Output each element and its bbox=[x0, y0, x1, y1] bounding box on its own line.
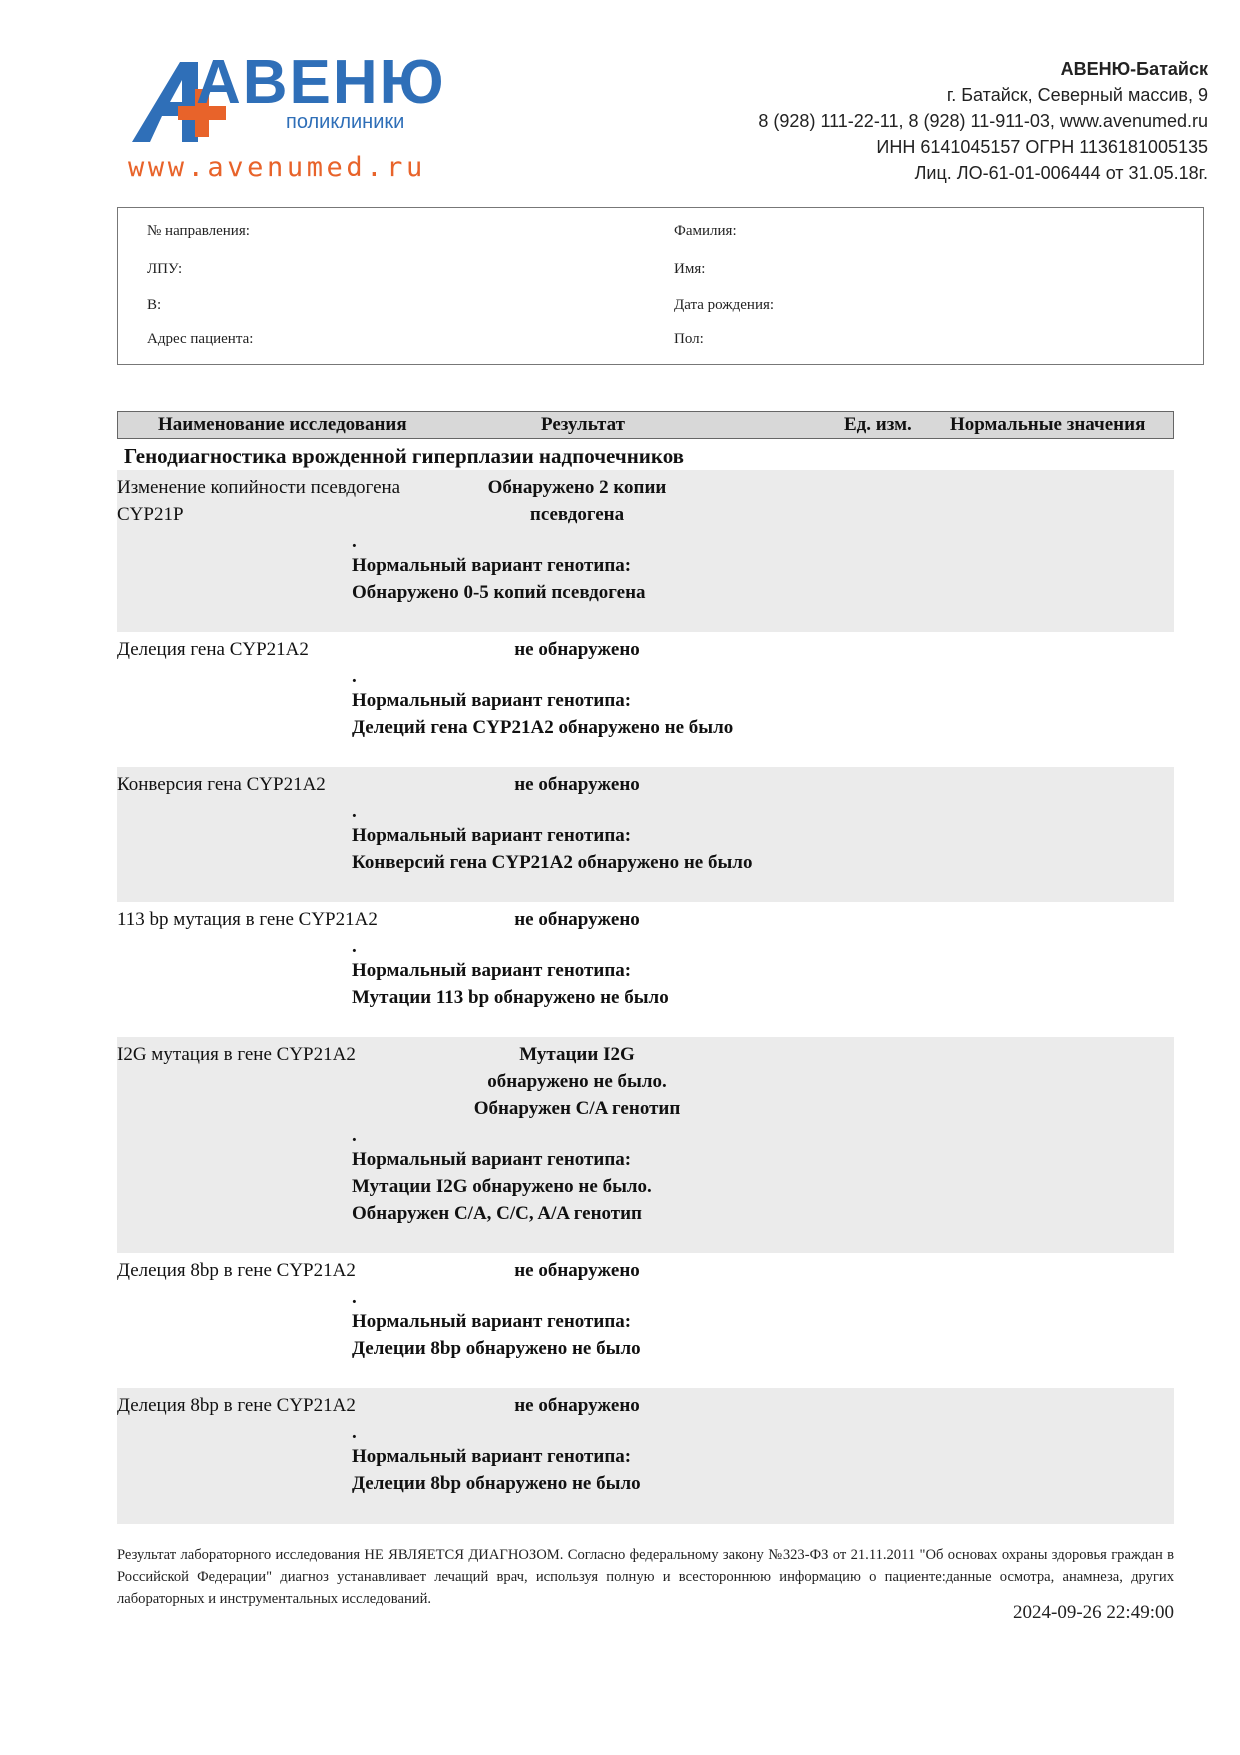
norm-value: Мутации 113 bp обнаружено не было bbox=[352, 987, 669, 1008]
test-result: не обнаружено bbox=[514, 774, 640, 795]
company-info bbox=[758, 56, 1208, 186]
patient-info-box bbox=[117, 207, 1204, 365]
dob-label: Дата рождения: bbox=[674, 297, 775, 313]
col-normal-values: Нормальные значения bbox=[950, 414, 1146, 435]
table-row bbox=[117, 470, 1174, 632]
separator-dot: . bbox=[352, 801, 357, 822]
section-title: Генодиагностика врожденной гиперплазии надпочечников bbox=[124, 444, 685, 468]
test-name: I2G мутация в гене CYP21A2 bbox=[117, 1044, 356, 1065]
test-name: Делеция 8bp в гене CYP21A2 bbox=[117, 1395, 356, 1416]
norm-value-line-2: Обнаружен C/A, C/C, A/A генотип bbox=[352, 1203, 643, 1224]
test-result: не обнаружено bbox=[514, 639, 640, 660]
norm-label: Нормальный вариант генотипа: bbox=[352, 1311, 632, 1332]
test-name: Делеция 8bp в гене CYP21A2 bbox=[117, 1260, 356, 1281]
table-row bbox=[117, 902, 1174, 1037]
norm-value: Делеции 8bp обнаружено не было bbox=[352, 1473, 641, 1494]
company-license: Лиц. ЛО-61-01-006444 от 31.05.18г. bbox=[914, 163, 1208, 183]
test-name: 113 bp мутация в гене CYP21A2 bbox=[117, 909, 378, 930]
table-row bbox=[117, 1253, 1174, 1388]
norm-label: Нормальный вариант генотипа: bbox=[352, 960, 632, 981]
surname-label: Фамилия: bbox=[674, 223, 737, 239]
test-result: не обнаружено bbox=[514, 1395, 640, 1416]
test-result: не обнаружено bbox=[514, 1260, 640, 1281]
company-address: г. Батайск, Северный массив, 9 bbox=[946, 85, 1208, 105]
referral-label: № направления: bbox=[147, 223, 250, 239]
sex-label: Пол: bbox=[674, 331, 704, 347]
clinic-label: ЛПУ: bbox=[147, 261, 183, 277]
norm-value-line-1: Мутации I2G обнаружено не было. bbox=[352, 1176, 652, 1197]
separator-dot: . bbox=[352, 666, 357, 687]
col-test-name: Наименование исследования bbox=[158, 414, 407, 435]
test-name: Делеция гена CYP21A2 bbox=[117, 639, 309, 660]
test-name: Конверсия гена CYP21A2 bbox=[117, 774, 326, 795]
test-result-line-3: Обнаружен C/A генотип bbox=[473, 1098, 681, 1119]
clinic-logo bbox=[128, 48, 448, 188]
report-timestamp: 2024-09-26 22:49:00 bbox=[1013, 1602, 1174, 1623]
norm-value: Конверсий гена CYP21A2 обнаружено не было bbox=[352, 852, 753, 873]
test-name: Изменение копийности псевдогена CYP21P bbox=[117, 477, 401, 525]
table-row bbox=[117, 767, 1174, 902]
company-contacts: 8 (928) 111-22-11, 8 (928) 11-911-03, www.avenumed.ru bbox=[758, 111, 1208, 131]
first-name-label: Имя: bbox=[674, 261, 706, 277]
table-row bbox=[117, 1388, 1174, 1524]
test-result: не обнаружено bbox=[514, 909, 640, 930]
results-table-header bbox=[117, 411, 1174, 439]
company-name: АВЕНЮ-Батайск bbox=[1060, 59, 1208, 79]
table-row bbox=[117, 1037, 1174, 1253]
table-row bbox=[117, 632, 1174, 767]
col-units: Ед. изм. bbox=[844, 414, 912, 435]
logo-subtitle: поликлиники bbox=[286, 111, 405, 133]
separator-dot: . bbox=[352, 1125, 357, 1146]
norm-label: Нормальный вариант генотипа: bbox=[352, 690, 632, 711]
v-label: В: bbox=[147, 297, 162, 313]
separator-dot: . bbox=[352, 1287, 357, 1308]
separator-dot: . bbox=[352, 936, 357, 957]
col-result: Результат bbox=[541, 414, 625, 435]
norm-value: Обнаружено 0-5 копий псевдогена bbox=[352, 582, 646, 603]
norm-label: Нормальный вариант генотипа: bbox=[352, 825, 632, 846]
logo-word: АВЕНЮ bbox=[196, 48, 446, 117]
norm-value: Делеции 8bp обнаружено не было bbox=[352, 1338, 641, 1359]
address-label: Адрес пациента: bbox=[147, 331, 254, 347]
company-ids: ИНН 6141045157 ОГРН 1136181005135 bbox=[876, 137, 1208, 157]
separator-dot: . bbox=[352, 1422, 357, 1443]
test-result: Обнаружено 2 копии псевдогена bbox=[487, 477, 667, 525]
logo-url: www.avenumed.ru bbox=[128, 152, 426, 183]
test-result-line-2: обнаружено не было. bbox=[487, 1071, 667, 1092]
norm-label: Нормальный вариант генотипа: bbox=[352, 555, 632, 576]
norm-value: Делеций гена CYP21A2 обнаружено не было bbox=[352, 717, 734, 738]
legal-disclaimer: Результат лабораторного исследования НЕ ЯВЛЯЕТСЯ ДИАГНОЗОМ. Согласно федеральному закону №323-ФЗ от 21.11.2011 "Об основах охраны здоровья граждан в Российской Федерации" диагноз устанавливает лечащий врач, используя полную и всестороннюю информацию о пациенте:данные осмотра, анамнеза, других лабораторных и инструментальных исследований. bbox=[117, 1547, 1174, 1607]
norm-label: Нормальный вариант генотипа: bbox=[352, 1149, 632, 1170]
test-result-line-1: Мутации I2G bbox=[519, 1044, 635, 1065]
norm-label: Нормальный вариант генотипа: bbox=[352, 1446, 632, 1467]
separator-dot: . bbox=[352, 531, 357, 552]
